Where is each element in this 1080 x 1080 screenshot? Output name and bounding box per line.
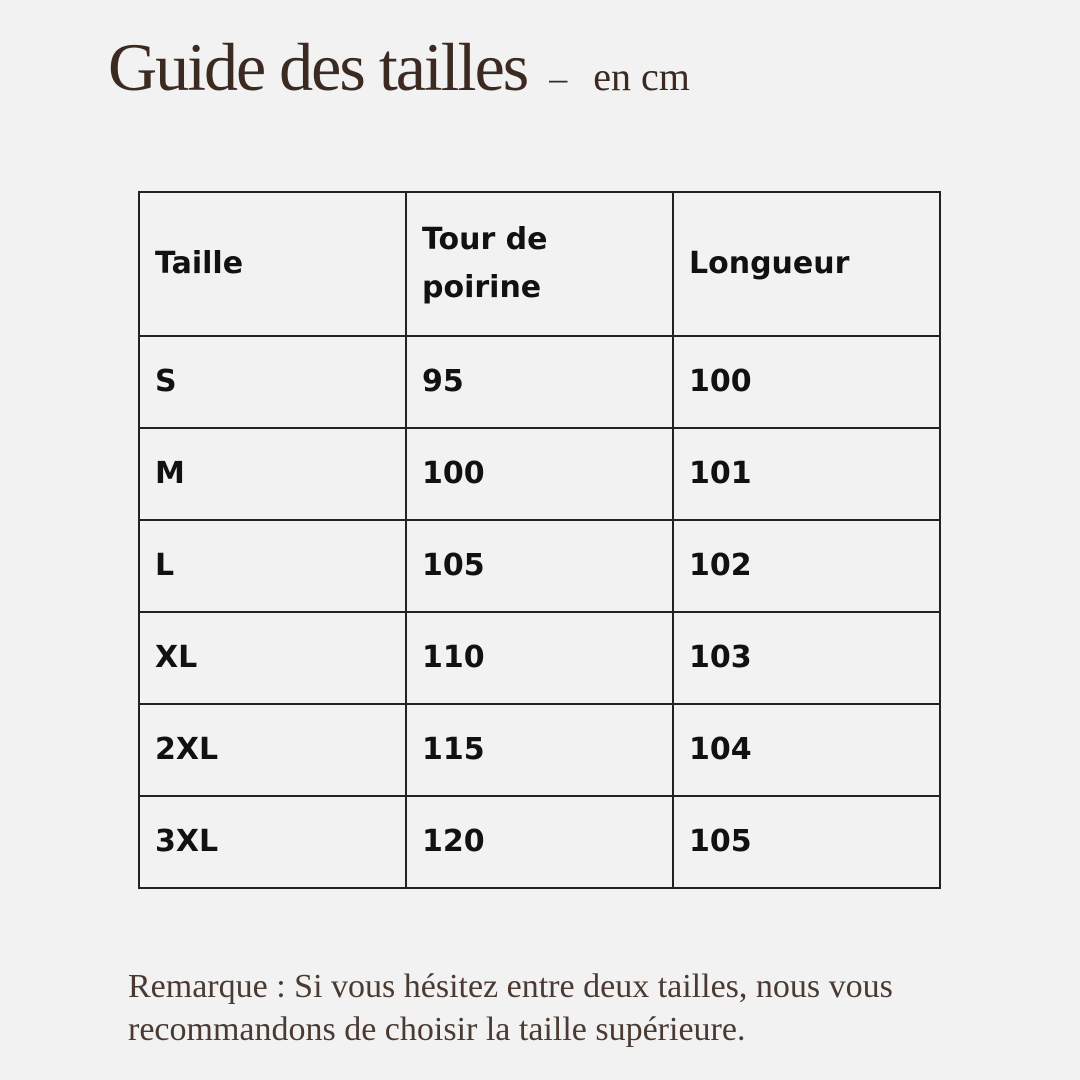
cell-chest: 115 [406, 704, 673, 796]
page-title [108, 28, 690, 107]
cell-length: 104 [673, 704, 940, 796]
cell-size: 2XL [139, 704, 406, 796]
cell-size: XL [139, 612, 406, 704]
cell-length: 102 [673, 520, 940, 612]
cell-size: M [139, 428, 406, 520]
title-unit: en cm [593, 54, 690, 99]
header-cell-chest: Tour de poirine [406, 192, 673, 336]
cell-chest: 95 [406, 336, 673, 428]
table-row [139, 520, 940, 612]
cell-size: L [139, 520, 406, 612]
cell-length: 101 [673, 428, 940, 520]
title-main: Guide des tailles [108, 29, 528, 105]
remark-note: Remarque : Si vous hésitez entre deux tailles, nous vous recommandons de choisir la taille supérieure. [128, 968, 893, 1048]
cell-size: 3XL [139, 796, 406, 888]
cell-chest: 110 [406, 612, 673, 704]
header-cell-size: Taille [139, 192, 406, 336]
cell-chest: 100 [406, 428, 673, 520]
table-row [139, 612, 940, 704]
cell-chest: 105 [406, 520, 673, 612]
cell-length: 105 [673, 796, 940, 888]
cell-length: 100 [673, 336, 940, 428]
cell-length: 103 [673, 612, 940, 704]
table-row [139, 704, 940, 796]
size-table [138, 191, 941, 889]
cell-size: S [139, 336, 406, 428]
table-header-row [139, 192, 940, 336]
title-dash: – [549, 58, 568, 98]
table-row [139, 428, 940, 520]
table-row [139, 796, 940, 888]
cell-chest: 120 [406, 796, 673, 888]
header-cell-length: Longueur [673, 192, 940, 336]
table-row [139, 336, 940, 428]
